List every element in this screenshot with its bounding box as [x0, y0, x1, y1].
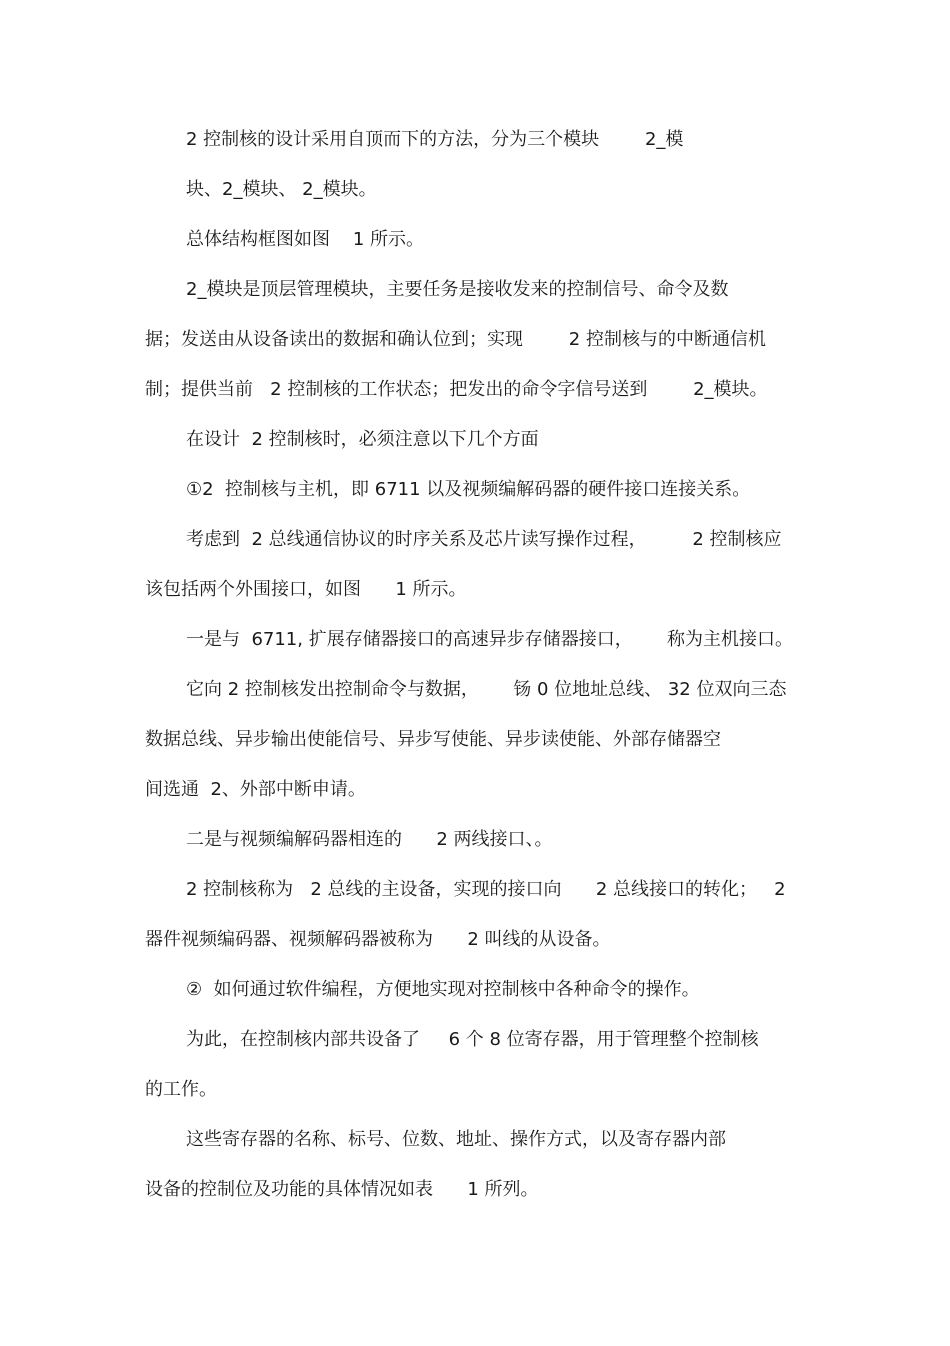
- text-line: 数据总线、异步输出使能信号、异步写使能、异步读使能、外部存储器空: [145, 729, 721, 750]
- text-line: 2_模块是顶层管理模块，主要任务是接收发来的控制信号、命令及数: [186, 279, 729, 300]
- text-line: 2 控制核称为 2 总线的主设备，实现的接口向 2 总线接口的转化； 2: [186, 879, 786, 900]
- text-line: 该包括两个外围接口，如图 1 所示。: [145, 579, 467, 600]
- text-line: ② 如何通过软件编程，方便地实现对控制核中各种命令的操作。: [186, 979, 700, 1000]
- text-line: 的工作。: [145, 1079, 217, 1100]
- text-line: 在设计 2 控制核时，必须注意以下几个方面: [186, 429, 539, 450]
- text-line: 间选通 2、外部中断申请。: [145, 779, 366, 800]
- text-line: 设备的控制位及功能的具体情况如表 1 所列。: [145, 1179, 539, 1200]
- text-line: 器件视频编码器、视频解码器被称为 2 叫线的从设备。: [145, 929, 611, 950]
- text-line: 这些寄存器的名称、标号、位数、地址、操作方式，以及寄存器内部: [186, 1129, 726, 1150]
- text-line: 考虑到 2 总线通信协议的时序关系及芯片读写操作过程， 2 控制核应: [186, 529, 782, 550]
- text-line: 2 控制核的设计采用自顶而下的方法，分为三个模块 2_模: [186, 129, 684, 150]
- text-line: 二是与视频编解码器相连的 2 两线接口、。: [186, 829, 553, 850]
- text-line: 制；提供当前 2 控制核的工作状态；把发出的命令字信号送到 2_模块。: [145, 379, 768, 400]
- text-line: 为此，在控制核内部共设备了 6 个 8 位寄存器，用于管理整个控制核: [186, 1029, 759, 1050]
- text-line: 它向 2 控制核发出控制命令与数据， 钖 0 位地址总线、 32 位双向三态: [186, 679, 787, 700]
- text-line: 总体结构框图如图 1 所示。: [186, 229, 425, 250]
- text-line: 据；发送由从设备读出的数据和确认位到；实现 2 控制核与的中断通信机: [145, 329, 766, 350]
- text-line: 一是与 6711, 扩展存储器接口的高速异步存储器接口， 称为主机接口。: [186, 629, 794, 650]
- text-line: 块、2_模块、 2_模块。: [186, 179, 377, 200]
- text-line: ①2 控制核与主机，即 6711 以及视频编解码器的硬件接口连接关系。: [186, 479, 751, 500]
